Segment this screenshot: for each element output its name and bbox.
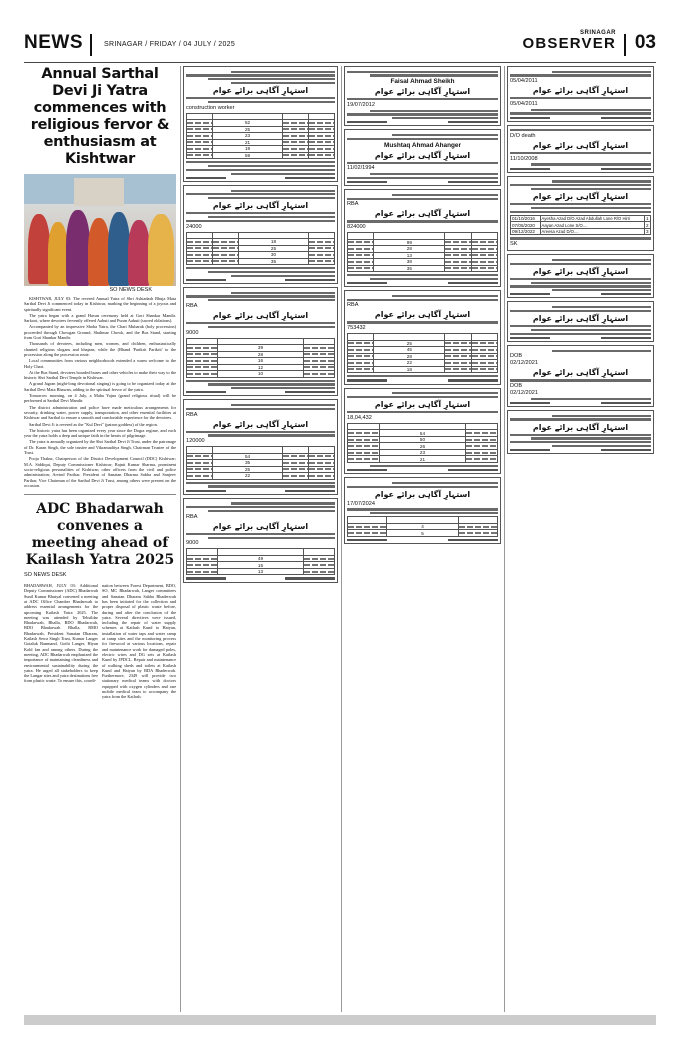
story-paragraph: Tomorrow morning, on 4 July, a Maha Yajna (grand religious ritual) will be performed at Sarthal Devi Mandir. (24, 393, 176, 404)
table-cell: 1 (646, 216, 649, 222)
notice-title: استہارِ آگاہی برائے عوام (212, 419, 309, 429)
masthead (24, 30, 656, 60)
story-body (24, 296, 176, 488)
notice-column (180, 66, 340, 1012)
legal-notice (507, 301, 654, 342)
legal-notice (344, 388, 501, 475)
notice-label: RBA (186, 302, 198, 309)
table-cell: Areesa Azad D/O.... (540, 228, 644, 235)
notice-title: استہارِ آگاہی برائے عوام (212, 201, 309, 211)
story-paragraph: A grand Jagran (night-long devotional singing) is going to be organized today at the Sarthal Devi Mata Bhawan, adding to the spiritual fervor of the yatra. (24, 381, 176, 392)
brand-city: SRINAGAR (579, 30, 616, 36)
notice-label: RBA (186, 411, 198, 418)
notice-amount: 24000 (186, 223, 202, 230)
story-paragraph: The yatra is annually organized by the Shri Sarthal Devi Ji Trust, under the patronage of Dr. Karan Singh, the sole trustee and Vikramaditya Singh, Chairman Trustee of the Trust. (24, 439, 176, 456)
notice-date: 05/04/2011 (510, 100, 538, 107)
notice-label: D/O death (510, 133, 536, 140)
masthead-divider (624, 34, 626, 56)
notice-date: 02/12/2021 (510, 360, 538, 367)
notice-amount: 120000 (186, 438, 205, 445)
notice-date: 02/12/2021 (510, 390, 538, 397)
brand-logo (522, 30, 616, 51)
story-paragraph: Pooja Thakur, Chairperson of the District Development Council (DDC) Kishtwar; M.A. Siddiqui, Deputy Commissioner Kishtwar; Rajnit Kumar Sharma, prominent socio-religious personalities of Kishtwar; other officers from the civil and police administration; Arvind Parihar, President of Sanatan Dharma Sabha and Sanjeev Parihar, Vice Chairman of the Sarthal Devi Ji Trust, among others were present on the occasion. (24, 456, 176, 488)
legal-notice (507, 410, 654, 454)
table-cell: Ayesha Azad D/O Azad Abdullah Lone R/O Hirri (540, 215, 644, 222)
notice-column (504, 66, 656, 1012)
dateline: SRINAGAR / FRIDAY / 04 JULY / 2025 (104, 41, 236, 48)
table-cell: 09/12/2022 (511, 228, 541, 235)
notice-amount: 18,04,432 (347, 414, 372, 421)
table-cell: 07/05/2020 (511, 222, 541, 229)
notice-title: استہارِ آگاہی برائے عوام (532, 141, 629, 151)
footer-band (24, 1015, 656, 1025)
story-credit: SO NEWS DESK (24, 572, 67, 579)
table-cell: 01/10/2016 (511, 215, 541, 222)
story-paragraph: Thousands of devotees, including men, women, and children, enthusiastically chanted religious slogans and bhajans, while the (Bhand 'Parikrit Parikrit' to the procession along the procession route. (24, 341, 176, 357)
legal-notice (183, 287, 338, 396)
notice-amount: 824000 (347, 224, 366, 231)
legal-notice (344, 189, 501, 287)
legal-notice (344, 66, 501, 126)
notice-title: استہارِ آگاہی برائے عوام (212, 86, 309, 96)
notice-title: استہارِ آگاہی برائے عوام (374, 489, 471, 499)
legal-notice (507, 254, 654, 298)
header-rule (24, 62, 656, 63)
story-paragraph: At the Bus Stand, devotees boarded buses and other vehicles to make their way to the historic Shri Sarthal Devi Temple in Kishtwar. (24, 369, 176, 381)
notice-title: استہارِ آگاہی برائے عوام (532, 314, 629, 324)
notice-label: RBA (186, 513, 198, 520)
notice-name: Mushtaq Ahmad Ahanger (384, 141, 461, 149)
notice-title: استہارِ آگاہی برائے عوام (532, 86, 629, 96)
notice-label: RBA (347, 201, 359, 208)
story-paragraph: Local communities from various neighborhoods extended a warm welcome to the Holy Chari. (24, 358, 176, 369)
story-paragraph: The yatra began with a grand Havan ceremony held at Gori Shankar Mandir. Sarkoot, where devotees fervently offered Aahuti and Puran Aahuti (sacred oblations). (24, 312, 176, 324)
notice-amount: 9000 (186, 329, 199, 336)
notice-title: استہارِ آگاہی برائے عوام (374, 87, 471, 97)
story-headline: Annual Sarthal Devi Ji Yatra commences with religious fervor & enthusiasm at Kishtwar (30, 66, 170, 167)
table-cell: 2 (646, 222, 649, 228)
notice-title: استہارِ آگاہی برائے عوام (374, 209, 471, 219)
notice-title: استہارِ آگاہی برائے عوام (532, 422, 629, 432)
legal-notice (183, 185, 338, 284)
brand-name: OBSERVER (522, 35, 616, 52)
story-paragraph: Accompanied by an impressive Shoba Yatra, the Chari Mubarak (holy procession) proceeded through Chowgan Ground, Shalimar Chowk, and the Bus Stand, starting from Gori Shankar Mandir. (24, 324, 176, 341)
story-column: BHADARWAH, JULY 03: Additional Deputy Commissioner (ADC) Bhadarwah Sunil Kumar Bhutyal convened a meeting at ADC Office Chamber Bhadarwah to address essential arrangements for the upcoming Kailash Yatra 2025. The meeting was attended by Tehsildar Bhadarwah, Bhalla, BDO Bhadarwah, BDO Bhadarwah Bhalla, BMO Bhadarwah, President Sanatan Dharam, Kailash Sewa Singh Trust, Kumar Langer Gotaluk Banmand, Gothi Langer, Hiyan Kohl fan and among others. During the meeting, ADC Bhadarwah emphasized the importance of maintaining cleanliness and environmental sustainability during the yatra. He urged all stakeholders to keep the Langar sites and yatra destinations free from plastic waste. To ensure this, coordi- (24, 583, 98, 684)
story-body (24, 580, 176, 700)
notice-title: استہارِ آگاہی برائے عوام (212, 310, 309, 320)
notice-table: 25 45 28 22 18 (347, 333, 498, 373)
notice-table: 54 35 25 22 (186, 446, 335, 480)
notice-table (510, 215, 651, 236)
notice-table: 49 15 13 (186, 548, 335, 575)
yatra-photo (24, 174, 176, 286)
notice-title: استہارِ آگاہی برائے عوام (212, 521, 309, 531)
legal-notice (183, 66, 338, 182)
masthead-divider (90, 34, 92, 56)
notice-title: استہارِ آگاہی برائے عوام (532, 266, 629, 276)
notice-title: استہارِ آگاہی برائے عوام (374, 400, 471, 410)
legal-notice (344, 129, 501, 186)
legal-notice (183, 399, 338, 494)
notice-title: استہارِ آگاہی برائے عوام (374, 150, 471, 160)
story-column: nation between Forest Department, BDO, SO, MC Bhadarwah, Langer committees and Sanatan Dharam Sabha Bhaderwah has been initiated for the collection and proper disposal of plastic waste before, during and after the conclusion of the yatra. Several directives were issued, including the repair of water supply schemes at Kailash Kund to Haiyan, installation of water taps and water camp at camp sites and the monitoring process for firewood at various locations, repair and maintenance work for damaged poles, electric wires and DG sets at Kailash Kund by JPDCL. Repair and maintenance of walking sheds and toilets at Kailash Kund and Haiyan by BDA Bhaderwah. Furthermore, 2349 will provide two stationary medical teams with doctors equipped with oxygen cylinders and one mobile medical team to accompany the yatra from the Kailash. (102, 583, 176, 700)
page-number: 03 (634, 32, 656, 53)
legal-notice (507, 125, 654, 173)
notice-table: 18 25 30 35 (186, 232, 335, 266)
notice-date: 05/04/2011 (510, 78, 538, 85)
story-headline: ADC Bhadarwah convenes a meeting ahead of Kailash Yatra 2025 (24, 494, 176, 569)
notice-table: 52 25 23 21 19 59 (186, 113, 335, 160)
legal-notice (344, 290, 501, 384)
notice-date: 11/02/1994 (347, 165, 375, 172)
notice-label: DOB (510, 383, 523, 390)
table-cell: 3 (646, 229, 649, 235)
notice-title: استہارِ آگاہی برائے عوام (532, 368, 629, 378)
notice-amount: 753432 (347, 325, 366, 332)
notice-label: DOB (510, 353, 523, 360)
section-label: NEWS (24, 32, 83, 53)
notice-name: Faisal Ahmad Sheikh (390, 78, 455, 86)
notice-date: 19/07/2012 (347, 101, 375, 108)
notice-label: construction worker (186, 104, 235, 111)
table-cell: Aayan Azad Lone S/O.... (540, 222, 644, 229)
notice-label: SK (510, 241, 518, 248)
notice-table: 39 28 16 12 10 (186, 338, 335, 378)
notice-date: 17/07/2024 (347, 500, 375, 507)
legal-notice (507, 176, 654, 251)
notice-table: 4 5 (347, 516, 498, 537)
notice-title: استہارِ آگاہی برائے عوام (374, 310, 471, 320)
notice-title: استہارِ آگاہی برائے عوام (532, 192, 629, 202)
story-paragraph: Sarthal Devi Ji is revered as the "Kul Devi" (patron goddess) of the region. (29, 421, 158, 427)
notice-table: 99 28 13 38 35 (347, 232, 498, 272)
story-paragraph: The district administration and police have made meticulous arrangements for security, drinking water, power supply, transportation, and other essential facilities at Kishtwar and Sarthal to ensure a smooth and comfortable experience for the devotees. (24, 404, 176, 421)
legal-notice (344, 477, 501, 544)
notice-date: 11/10/2008 (510, 155, 538, 162)
story-credit: SO NEWS DESK (109, 287, 152, 293)
story-paragraph: The historic yatra has been organized every year since the Dogra regime, and each year the yatra holds a deep and unique faith in the hearts of pilgrimage. (24, 427, 176, 439)
story-paragraph: KISHTWAR, JULY 03: The revered Annual Yatra of Shri Ashtadash Bhuja Mata Sarthal Devi Ji commenced today in Kishtwar, marking the beginning of a joyous and spiritually significant event. (24, 296, 176, 312)
notice-label: RBA (347, 302, 359, 309)
notice-amount: 9000 (186, 540, 199, 547)
news-column (24, 66, 176, 1012)
legal-notice (183, 498, 338, 583)
notice-column (341, 66, 503, 1012)
notice-table: 54 50 26 23 21 (347, 423, 498, 463)
legal-notice (507, 66, 654, 122)
legal-notice (507, 345, 654, 407)
